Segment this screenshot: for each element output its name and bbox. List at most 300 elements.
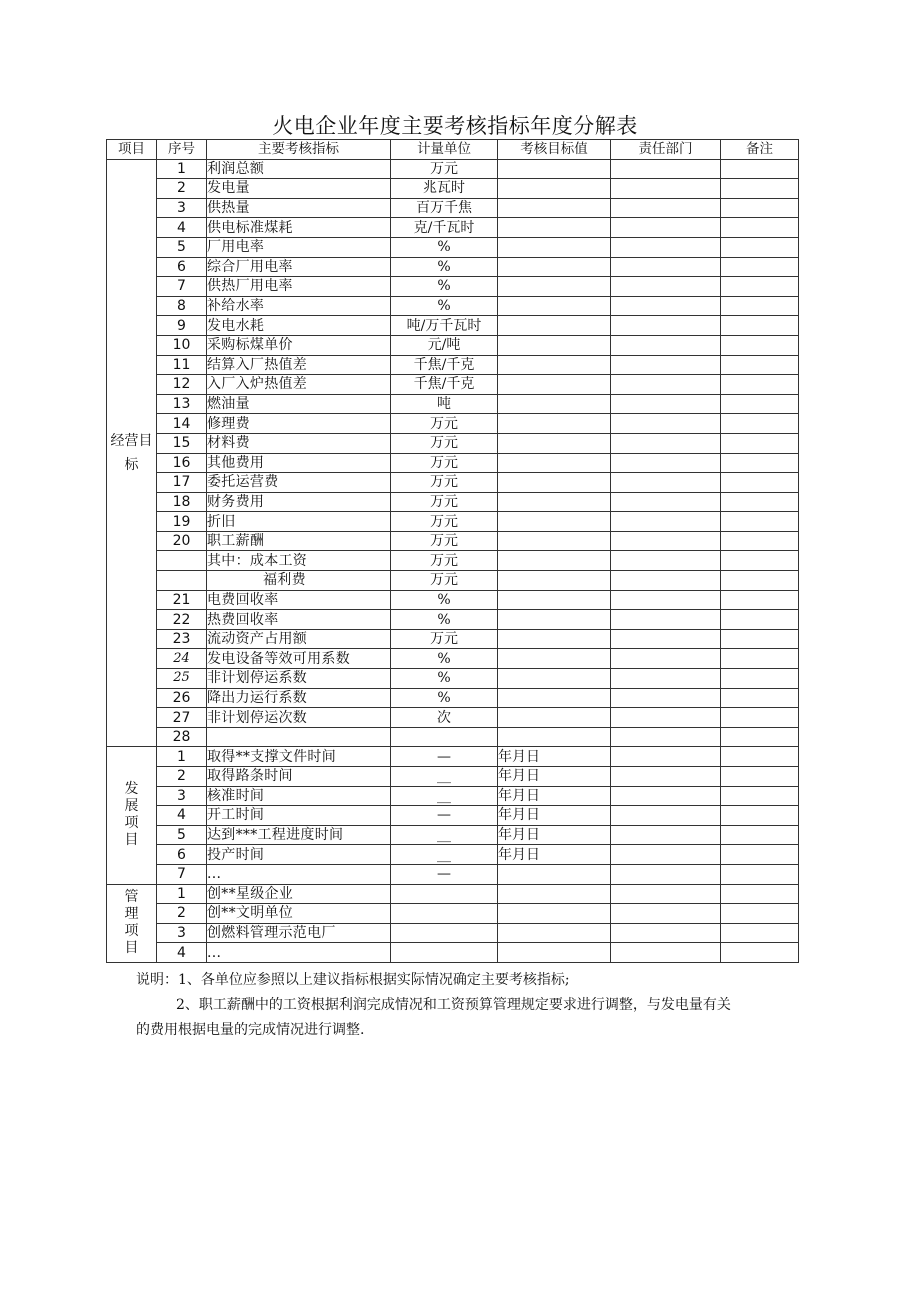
table-row (107, 649, 799, 669)
unit-cell: 万元 (391, 453, 498, 473)
seq-cell: 2 (157, 179, 207, 199)
indicator-cell: 修理费 (207, 414, 391, 434)
unit-cell (391, 904, 498, 924)
unit-cell: 吨 (391, 394, 498, 414)
indicator-cell: 流动资产占用额 (207, 629, 391, 649)
target-cell (498, 257, 611, 277)
remark-cell (721, 531, 799, 551)
remark-cell (721, 649, 799, 669)
unit-cell: 万元 (391, 512, 498, 532)
seq-cell: 25 (157, 669, 207, 689)
indicator-cell: 燃油量 (207, 394, 391, 414)
remark-cell (721, 159, 799, 179)
table-row (107, 296, 799, 316)
unit-cell: 元/吨 (391, 335, 498, 355)
indicator-cell: 补给水率 (207, 296, 391, 316)
target-cell (498, 923, 611, 943)
indicator-cell: 非计划停运次数 (207, 708, 391, 728)
seq-cell: 12 (157, 375, 207, 395)
remark-cell (721, 492, 799, 512)
department-cell (611, 414, 721, 434)
table-row (107, 747, 799, 767)
unit-cell: % (391, 277, 498, 297)
unit-cell (391, 727, 498, 747)
unit-cell: 克/千瓦时 (391, 218, 498, 238)
table-row (107, 708, 799, 728)
seq-cell: 9 (157, 316, 207, 336)
table-row (107, 335, 799, 355)
table-row (107, 688, 799, 708)
seq-cell: 4 (157, 218, 207, 238)
table-row (107, 923, 799, 943)
department-cell (611, 845, 721, 865)
unit-cell: % (391, 590, 498, 610)
indicator-cell: 财务费用 (207, 492, 391, 512)
indicator-cell: 发电量 (207, 179, 391, 199)
unit-cell: 万元 (391, 414, 498, 434)
header-cell: 项目 (107, 140, 157, 160)
indicator-cell: 达到***工程进度时间 (207, 825, 391, 845)
unit-cell: __ (391, 825, 498, 845)
target-cell (498, 492, 611, 512)
indicator-cell: 结算入厂热值差 (207, 355, 391, 375)
seq-cell: 14 (157, 414, 207, 434)
seq-cell: 17 (157, 473, 207, 493)
unit-cell: 万元 (391, 159, 498, 179)
indicator-cell: 供热量 (207, 198, 391, 218)
target-cell (498, 237, 611, 257)
target-cell: 年月日 (498, 747, 611, 767)
remark-cell (721, 375, 799, 395)
table-row (107, 845, 799, 865)
seq-cell: 19 (157, 512, 207, 532)
department-cell (611, 492, 721, 512)
indicator-cell: 热费回收率 (207, 610, 391, 630)
target-cell (498, 708, 611, 728)
unit-cell: % (391, 669, 498, 689)
target-cell (498, 669, 611, 689)
department-cell (611, 531, 721, 551)
seq-cell: 22 (157, 610, 207, 630)
indicator-cell: 委托运营费 (207, 473, 391, 493)
target-cell (498, 335, 611, 355)
header-cell: 序号 (157, 140, 207, 160)
department-cell (611, 512, 721, 532)
remark-cell (721, 923, 799, 943)
department-cell (611, 649, 721, 669)
department-cell (611, 335, 721, 355)
target-cell (498, 531, 611, 551)
seq-cell (157, 571, 207, 591)
unit-cell: — (391, 747, 498, 767)
department-cell (611, 904, 721, 924)
indicator-cell: 核准时间 (207, 786, 391, 806)
seq-cell: 5 (157, 237, 207, 257)
target-cell (498, 590, 611, 610)
remark-cell (721, 355, 799, 375)
target-cell (498, 355, 611, 375)
remark-cell (721, 335, 799, 355)
remark-cell (721, 257, 799, 277)
indicator-cell (207, 727, 391, 747)
department-cell (611, 943, 721, 963)
department-cell (611, 375, 721, 395)
seq-cell: 11 (157, 355, 207, 375)
remark-cell (721, 688, 799, 708)
target-cell (498, 649, 611, 669)
remark-cell (721, 571, 799, 591)
indicator-cell: 开工时间 (207, 806, 391, 826)
remark-cell (721, 277, 799, 297)
seq-cell: 3 (157, 198, 207, 218)
department-cell (611, 453, 721, 473)
unit-cell (391, 943, 498, 963)
seq-cell: 18 (157, 492, 207, 512)
department-cell (611, 316, 721, 336)
seq-cell: 4 (157, 943, 207, 963)
seq-cell: 1 (157, 747, 207, 767)
table-row (107, 806, 799, 826)
table-row (107, 237, 799, 257)
department-cell (611, 257, 721, 277)
department-cell (611, 277, 721, 297)
target-cell (498, 688, 611, 708)
indicator-cell: ... (207, 864, 391, 884)
target-cell: 年月日 (498, 825, 611, 845)
remark-cell (721, 414, 799, 434)
target-cell (498, 571, 611, 591)
group-label-development: 发 展 项 目 (107, 747, 157, 884)
remark-cell (721, 786, 799, 806)
target-cell (498, 551, 611, 571)
table-row (107, 453, 799, 473)
department-cell (611, 551, 721, 571)
seq-cell: 16 (157, 453, 207, 473)
table-row (107, 414, 799, 434)
remark-cell (721, 512, 799, 532)
target-cell: 年月日 (498, 786, 611, 806)
seq-cell: 7 (157, 864, 207, 884)
indicator-cell: 综合厂用电率 (207, 257, 391, 277)
unit-cell: 百万千焦 (391, 198, 498, 218)
target-cell (498, 375, 611, 395)
department-cell (611, 433, 721, 453)
unit-cell: 吨/万千瓦时 (391, 316, 498, 336)
department-cell (611, 237, 721, 257)
indicator-cell: ... (207, 943, 391, 963)
table-row (107, 571, 799, 591)
seq-cell (157, 551, 207, 571)
table-row (107, 355, 799, 375)
table-row (107, 943, 799, 963)
indicator-cell: 利润总额 (207, 159, 391, 179)
table-row (107, 473, 799, 493)
target-cell (498, 414, 611, 434)
seq-cell: 10 (157, 335, 207, 355)
unit-cell: — (391, 806, 498, 826)
target-cell (498, 277, 611, 297)
note-line: 的费用根据电量的完成情况进行调整. (136, 1022, 365, 1038)
department-cell (611, 159, 721, 179)
table-row (107, 767, 799, 787)
remark-cell (721, 296, 799, 316)
department-cell (611, 786, 721, 806)
remark-cell (721, 629, 799, 649)
seq-cell: 1 (157, 159, 207, 179)
target-cell: 年月日 (498, 845, 611, 865)
remark-cell (721, 747, 799, 767)
target-cell (498, 473, 611, 493)
header-cell: 主要考核指标 (207, 140, 391, 160)
indicator-cell: 采购标煤单价 (207, 335, 391, 355)
seq-cell: 23 (157, 629, 207, 649)
remark-cell (721, 433, 799, 453)
indicator-cell: 材料费 (207, 433, 391, 453)
remark-cell (721, 669, 799, 689)
seq-cell: 13 (157, 394, 207, 414)
indicator-cell: 折旧 (207, 512, 391, 532)
unit-cell: 万元 (391, 551, 498, 571)
indicator-cell: 入厂入炉热值差 (207, 375, 391, 395)
department-cell (611, 394, 721, 414)
indicator-cell: 发电水耗 (207, 316, 391, 336)
remark-cell (721, 179, 799, 199)
department-cell (611, 629, 721, 649)
target-cell (498, 629, 611, 649)
table-row (107, 904, 799, 924)
indicator-cell: 创燃料管理示范电厂 (207, 923, 391, 943)
header-cell: 考核目标值 (498, 140, 611, 160)
indicator-cell: 厂用电率 (207, 237, 391, 257)
remark-cell (721, 884, 799, 904)
unit-cell: 万元 (391, 571, 498, 591)
department-cell (611, 610, 721, 630)
target-cell (498, 884, 611, 904)
table-row (107, 864, 799, 884)
unit-cell: % (391, 649, 498, 669)
indicator-cell: 取得**支撑文件时间 (207, 747, 391, 767)
department-cell (611, 473, 721, 493)
target-cell (498, 943, 611, 963)
seq-cell: 27 (157, 708, 207, 728)
unit-cell: % (391, 257, 498, 277)
group-label-management: 管 理 项 目 (107, 884, 157, 962)
department-cell (611, 669, 721, 689)
table-row (107, 825, 799, 845)
indicator-cell: 非计划停运系数 (207, 669, 391, 689)
remark-cell (721, 727, 799, 747)
department-cell (611, 590, 721, 610)
remark-cell (721, 218, 799, 238)
unit-cell: 万元 (391, 433, 498, 453)
table-row (107, 590, 799, 610)
department-cell (611, 688, 721, 708)
unit-cell: — (391, 864, 498, 884)
target-cell (498, 727, 611, 747)
unit-cell: % (391, 688, 498, 708)
unit-cell: __ (391, 845, 498, 865)
department-cell (611, 198, 721, 218)
unit-cell: % (391, 610, 498, 630)
unit-cell: 兆瓦时 (391, 179, 498, 199)
remark-cell (721, 845, 799, 865)
table-row (107, 375, 799, 395)
department-cell (611, 923, 721, 943)
table-row (107, 316, 799, 336)
department-cell (611, 806, 721, 826)
unit-cell: 万元 (391, 531, 498, 551)
seq-cell: 21 (157, 590, 207, 610)
unit-cell: 千焦/千克 (391, 355, 498, 375)
remark-cell (721, 610, 799, 630)
remark-cell (721, 825, 799, 845)
department-cell (611, 864, 721, 884)
unit-cell: 万元 (391, 473, 498, 493)
seq-cell: 15 (157, 433, 207, 453)
table-row (107, 884, 799, 904)
department-cell (611, 218, 721, 238)
table-row (107, 531, 799, 551)
indicator-cell: 发电设备等效可用系数 (207, 649, 391, 669)
indicator-cell: 投产时间 (207, 845, 391, 865)
note-line: 说明：1、各单位应参照以上建议指标根据实际情况确定主要考核指标; (136, 972, 570, 988)
indicator-cell: 降出力运行系数 (207, 688, 391, 708)
seq-cell: 3 (157, 786, 207, 806)
indicator-cell: 创**文明单位 (207, 904, 391, 924)
department-cell (611, 825, 721, 845)
table-row (107, 179, 799, 199)
table-row (107, 669, 799, 689)
table-row (107, 277, 799, 297)
unit-cell: 万元 (391, 492, 498, 512)
unit-cell (391, 884, 498, 904)
remark-cell (721, 394, 799, 414)
remark-cell (721, 904, 799, 924)
remark-cell (721, 453, 799, 473)
department-cell (611, 571, 721, 591)
table-row (107, 492, 799, 512)
indicator-cell: 福利费 (207, 571, 391, 591)
target-cell (498, 296, 611, 316)
seq-cell: 2 (157, 767, 207, 787)
department-cell (611, 767, 721, 787)
remark-cell (721, 551, 799, 571)
target-cell (498, 433, 611, 453)
target-cell (498, 316, 611, 336)
table-header-row (107, 140, 799, 160)
target-cell: 年月日 (498, 767, 611, 787)
seq-cell: 4 (157, 806, 207, 826)
remark-cell (721, 237, 799, 257)
seq-cell: 20 (157, 531, 207, 551)
indicator-cell: 电费回收率 (207, 590, 391, 610)
table-row (107, 551, 799, 571)
indicator-cell: 供热厂用电率 (207, 277, 391, 297)
target-cell (498, 159, 611, 179)
target-cell (498, 179, 611, 199)
target-cell (498, 512, 611, 532)
table-row (107, 629, 799, 649)
unit-cell: % (391, 296, 498, 316)
indicator-cell: 供电标准煤耗 (207, 218, 391, 238)
unit-cell: % (391, 237, 498, 257)
target-cell (498, 904, 611, 924)
seq-cell: 8 (157, 296, 207, 316)
department-cell (611, 884, 721, 904)
department-cell (611, 296, 721, 316)
target-cell (498, 610, 611, 630)
notes (136, 968, 800, 1043)
remark-cell (721, 943, 799, 963)
target-cell (498, 218, 611, 238)
department-cell (611, 747, 721, 767)
table-row (107, 257, 799, 277)
indicator-cell: 其他费用 (207, 453, 391, 473)
department-cell (611, 355, 721, 375)
header-cell: 计量单位 (391, 140, 498, 160)
remark-cell (721, 806, 799, 826)
table-row (107, 159, 799, 179)
indicator-cell: 取得路条时间 (207, 767, 391, 787)
remark-cell (721, 708, 799, 728)
table-row (107, 610, 799, 630)
department-cell (611, 727, 721, 747)
table-row (107, 727, 799, 747)
seq-cell: 7 (157, 277, 207, 297)
header-cell: 责任部门 (611, 140, 721, 160)
unit-cell: __ (391, 786, 498, 806)
remark-cell (721, 590, 799, 610)
seq-cell: 6 (157, 257, 207, 277)
header-cell: 备注 (721, 140, 799, 160)
table-row (107, 394, 799, 414)
unit-cell: __ (391, 767, 498, 787)
seq-cell: 26 (157, 688, 207, 708)
remark-cell (721, 198, 799, 218)
seq-cell: 6 (157, 845, 207, 865)
seq-cell: 24 (157, 649, 207, 669)
remark-cell (721, 767, 799, 787)
page-title: 火电企业年度主要考核指标年度分解表 (272, 114, 638, 138)
target-cell: 年月日 (498, 806, 611, 826)
department-cell (611, 708, 721, 728)
seq-cell: 28 (157, 727, 207, 747)
target-cell (498, 198, 611, 218)
target-cell (498, 394, 611, 414)
remark-cell (721, 316, 799, 336)
department-cell (611, 179, 721, 199)
seq-cell: 3 (157, 923, 207, 943)
unit-cell (391, 923, 498, 943)
seq-cell: 5 (157, 825, 207, 845)
unit-cell: 千焦/千克 (391, 375, 498, 395)
target-cell (498, 864, 611, 884)
remark-cell (721, 864, 799, 884)
table-row (107, 786, 799, 806)
table-row (107, 433, 799, 453)
indicator-cell: 创**星级企业 (207, 884, 391, 904)
group-label-operating: 经营目 标 (107, 159, 157, 747)
note-line: 2、职工薪酬中的工资根据利润完成情况和工资预算管理规定要求进行调整，与发电量有关 (176, 997, 731, 1013)
unit-cell: 万元 (391, 629, 498, 649)
remark-cell (721, 473, 799, 493)
seq-cell: 1 (157, 884, 207, 904)
indicator-table (106, 139, 799, 963)
indicator-cell: 职工薪酬 (207, 531, 391, 551)
unit-cell: 次 (391, 708, 498, 728)
table-row (107, 512, 799, 532)
target-cell (498, 453, 611, 473)
